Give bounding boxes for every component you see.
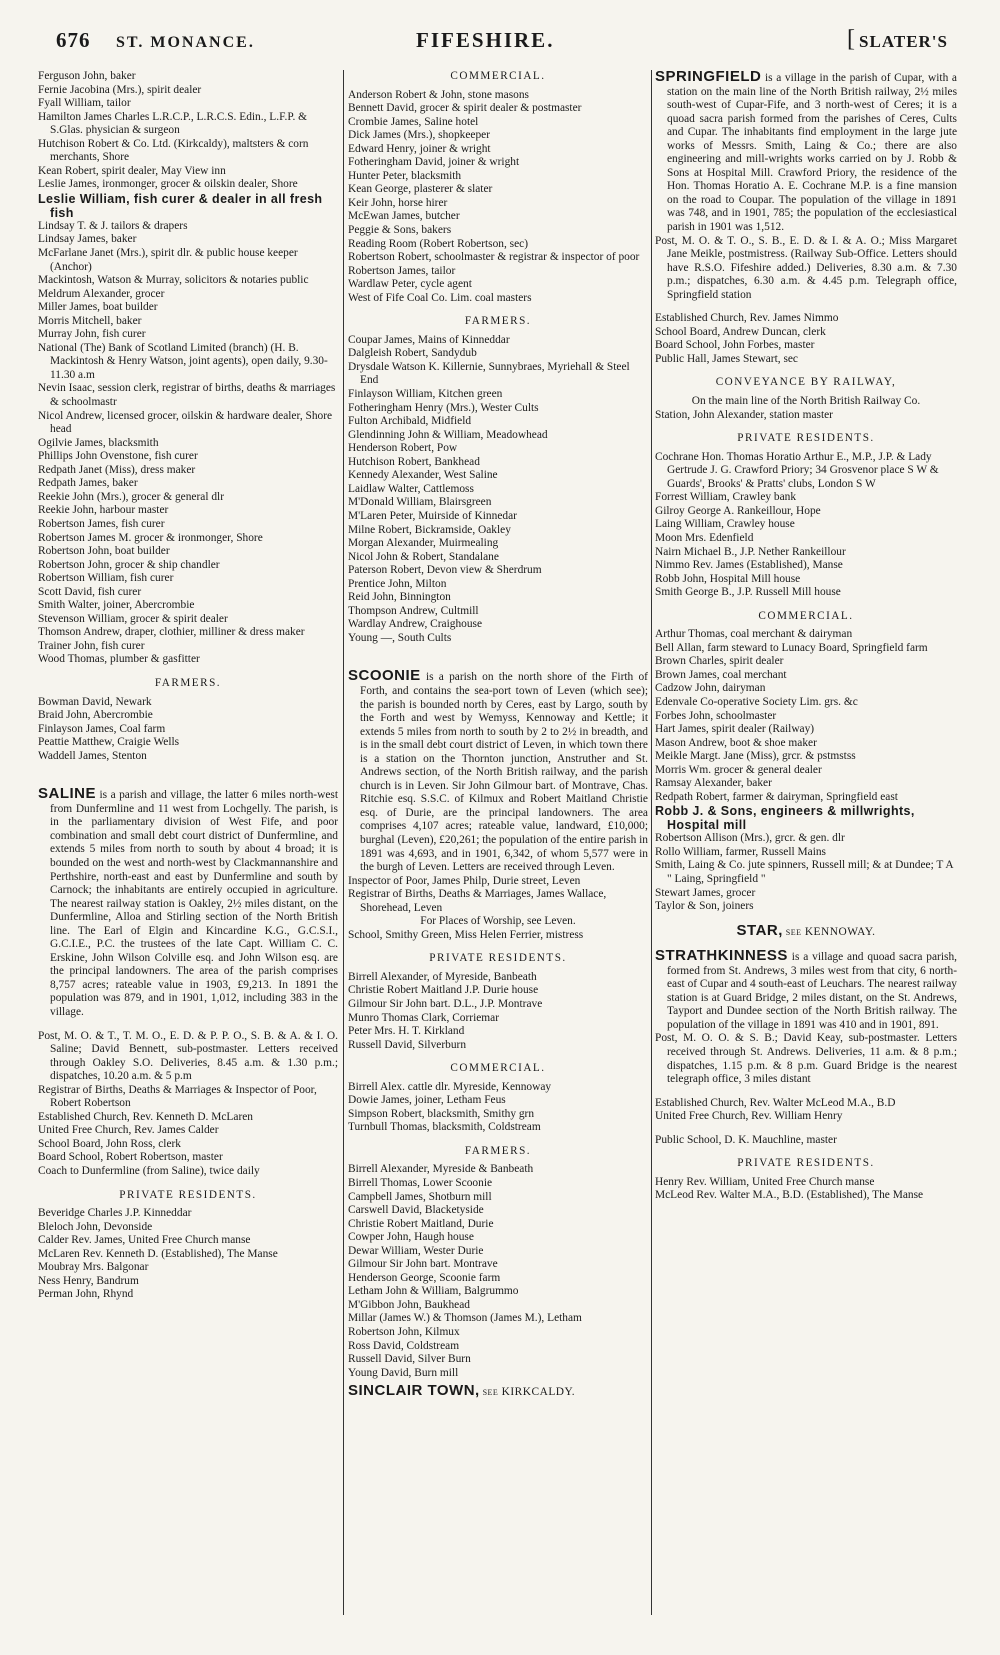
- place-heading-sinclair-town: SINCLAIR TOWN,: [348, 1382, 480, 1400]
- directory-entry: Young —, South Cults: [348, 631, 452, 644]
- directory-entry: Peggie & Sons, bakers: [348, 224, 452, 237]
- place-heading-saline: SALINE: [38, 785, 97, 803]
- directory-entry: Young David, Burn mill: [348, 1366, 459, 1379]
- directory-entry: Smith Walter, joiner, Abercrombie: [38, 599, 195, 612]
- directory-entry: Russell David, Silverburn: [348, 1038, 467, 1051]
- directory-entry: Robertson James, fish curer: [38, 517, 165, 530]
- scoonie-private-residents-list: [348, 971, 648, 1052]
- section-heading-farmers: FARMERS.: [154, 676, 222, 689]
- section-heading-farmers: FARMERS.: [464, 315, 532, 328]
- directory-entry: Gilmour Sir John bart. Montrave: [348, 1258, 498, 1271]
- saline-farmers-list: [348, 334, 648, 646]
- highlight-text: Leslie William, fish curer & dealer in all fresh fish: [38, 191, 323, 220]
- directory-entry: Fernie Jacobina (Mrs.), spirit dealer: [38, 83, 202, 96]
- column-2: [348, 70, 648, 1400]
- directory-entry: Simpson Robert, blacksmith, Smithy grn: [348, 1107, 535, 1120]
- highlight-entry-leslie: [38, 192, 338, 220]
- directory-entry: Established Church, Rev. Kenneth D. McLaren: [38, 1110, 253, 1123]
- directory-entry: Wardlaw Peter, cycle agent: [348, 278, 472, 291]
- directory-entry: Brown James, coal merchant: [655, 668, 787, 681]
- directory-entry: Stewart James, grocer: [655, 886, 756, 899]
- directory-entry: Meikle Margt. Jane (Miss), grcr. & pstmstss: [655, 750, 856, 763]
- springfield-commercial-list-continued: [655, 832, 957, 913]
- directory-entry: Dick James (Mrs.), shopkeeper: [348, 129, 491, 142]
- directory-entry: Mackintosh, Watson & Murray, solicitors & notaries public: [38, 274, 309, 287]
- directory-entry: Turnbull Thomas, blacksmith, Coldstream: [348, 1121, 541, 1134]
- directory-entry: Carswell David, Blacketyside: [348, 1204, 484, 1217]
- directory-entry: Inspector of Poor, James Philp, Durie street, Leven: [348, 874, 581, 887]
- directory-entry: Beveridge Charles J.P. Kinneddar: [38, 1207, 192, 1220]
- directory-entry: Coach to Dunfermline (from Saline), twice daily: [38, 1165, 260, 1178]
- directory-entry: Waddell James, Stenton: [38, 749, 147, 762]
- directory-entry: Board School, Robert Robertson, master: [38, 1151, 223, 1164]
- directory-entry: Kean George, plasterer & slater: [348, 183, 493, 196]
- directory-entry: Robertson James, tailor: [348, 264, 456, 277]
- publisher-name: [ SLATER'S: [859, 32, 948, 52]
- directory-entry: McEwan James, butcher: [348, 210, 460, 223]
- directory-entry: Reid John, Binnington: [348, 591, 451, 604]
- directory-entry: Redpath James, baker: [38, 477, 138, 490]
- directory-entry: Dowie James, joiner, Letham Feus: [348, 1094, 506, 1107]
- directory-entry: Dewar William, Wester Durie: [348, 1244, 484, 1257]
- directory-entry: Stevenson William, grocer & spirit dealer: [38, 612, 228, 625]
- directory-entry: McFarlane Janet (Mrs.), spirit dlr. & public house keeper (Anchor): [38, 247, 298, 273]
- directory-entry: Robertson William, fish curer: [38, 572, 174, 585]
- directory-entry: Bell Allan, farm steward to Lunacy Board, Springfield farm: [655, 641, 928, 654]
- directory-entry: Glendinning John & William, Meadowhead: [348, 428, 548, 441]
- directory-entry: M'Gibbon John, Baukhead: [348, 1298, 470, 1311]
- directory-entry: Bennett David, grocer & spirit dealer & postmaster: [348, 102, 582, 115]
- springfield-officials-list: [655, 312, 957, 366]
- directory-entry: United Free Church, Rev. James Calder: [38, 1124, 219, 1137]
- stmonance-commercial-list-continued: [38, 220, 338, 667]
- directory-entry: School Board, Andrew Duncan, clerk: [655, 325, 826, 338]
- directory-entry: Finlayson James, Coal farm: [38, 722, 166, 735]
- directory-entry: Ferguson John, baker: [38, 70, 136, 82]
- directory-entry: Milne Robert, Bickramside, Oakley: [348, 523, 511, 536]
- directory-entry: Nicol Andrew, licensed grocer, oilskin & hardware dealer, Shore head: [38, 409, 333, 436]
- directory-entry: Fulton Archibald, Midfield: [348, 415, 472, 428]
- directory-entry: Reekie John (Mrs.), grocer & general dlr: [38, 490, 224, 503]
- directory-entry: Ramsay Alexander, baker: [655, 777, 772, 790]
- scoonie-farmers-list: [348, 1163, 648, 1380]
- directory-entry: Lindsay James, baker: [38, 233, 137, 246]
- springfield-post-office: Post, M. O. & T. O., S. B., E. D. & I. & A. O.; Miss Margaret Jane Meikle, postmistress. (Railway Sub-Office. Letters should have R.S.O. Fifeshire added.) Deliveries, 8.30 a.m. & 7.30 p.m.; dispatches, 6.30 a.m. & 4.45 p.m. Telegraph office, Springfield station: [655, 234, 957, 301]
- directory-entry: Anderson Robert & John, stone masons: [348, 88, 529, 101]
- directory-entry: Coupar James, Mains of Kinneddar: [348, 333, 510, 346]
- directory-entry: Edenvale Co-operative Society Lim. grs. &c: [655, 695, 858, 708]
- scoonie-worship-note: For Places of Worship, see Leven.: [420, 915, 576, 928]
- stmonance-farmers-list: [38, 696, 338, 764]
- directory-entry: Robertson James M. grocer & ironmonger, Shore: [38, 531, 263, 544]
- directory-entry: Robertson John, grocer & ship chandler: [38, 558, 220, 571]
- directory-entry: Peattie Matthew, Craigie Wells: [38, 736, 180, 749]
- directory-entry: Keir John, horse hirer: [348, 196, 448, 209]
- directory-entry: Cowper John, Haugh house: [348, 1231, 474, 1244]
- directory-entry: M'Donald William, Blairsgreen: [348, 496, 492, 509]
- scoonie-officials-list: [348, 875, 648, 916]
- column-rule-1: [343, 70, 344, 1615]
- section-heading-private-residents: PRIVATE RESIDENTS.: [119, 1188, 257, 1201]
- directory-entry: School Board, John Ross, clerk: [38, 1137, 182, 1150]
- directory-entry: Taylor & Son, joiners: [655, 900, 754, 913]
- directory-entry: Robertson John, boat builder: [38, 545, 170, 558]
- place-heading-star: STAR,: [736, 921, 783, 939]
- saline-private-residents-list: [38, 1207, 338, 1302]
- directory-entry: Letham John & William, Balgrummo: [348, 1285, 519, 1298]
- directory-entry: Munro Thomas Clark, Corriemar: [348, 1011, 500, 1024]
- section-heading-private-residents: PRIVATE RESIDENTS.: [429, 952, 567, 965]
- directory-entry: Fotheringham David, joiner & wright: [348, 156, 520, 169]
- page-header: [56, 28, 948, 60]
- directory-entry: Crombie James, Saline hotel: [348, 115, 479, 128]
- directory-entry: Christie Robert Maitland J.P. Durie house: [348, 984, 539, 997]
- column-rule-2: [651, 70, 652, 1615]
- directory-entry: Wardlay Andrew, Craighouse: [348, 618, 483, 631]
- directory-entry: Murray John, fish curer: [38, 328, 146, 341]
- directory-entry: Arthur Thomas, coal merchant & dairyman: [655, 628, 853, 641]
- directory-entry: Kean Robert, spirit dealer, May View inn: [38, 164, 226, 177]
- directory-entry: Smith, Laing & Co. jute spinners, Russell mill; & at Dundee; T A " Laing, Springfield ": [655, 859, 953, 885]
- scoonie-commercial-list: [348, 1081, 648, 1135]
- directory-entry: Laidlaw Walter, Cattlemoss: [348, 482, 474, 495]
- directory-entry: Nimmo Rev. James (Established), Manse: [655, 559, 843, 572]
- directory-entry: Phillips John Ovenstone, fish curer: [38, 450, 198, 463]
- directory-entry: Leslie James, ironmonger, grocer & oilskin dealer, Shore: [38, 178, 298, 191]
- saline-text: is a parish and village, the latter 6 miles north-west from Dunfermline and 11 west from Lochgelly. The parish, is in the parliamentary division of West Fife, and poor combination and small debt court district of Dunfermline, and extends 5 miles from north to south by about 4 broad; it is bounded on the west and north-west by Clackmannanshire and Perthshire, north-east and east by Dunfermline and south by Carnock; the inhabitants are entirely occupied in agriculture. The nearest railway station is Oakley, 2½ miles distant, on the Dunfermline, Alloa and Stirling section of the North British line. The Earl of Elgin and Kincardine K.G., G.C.S.I., G.C.I.E., P.C. the trustees of the late Capt. William C. C. Erskine, John Wilson Colville esq. and John Wilson esq. are the principal landowners. The area of the parish comprises 8,757 acres; rateable value in 1903, £9,213. In 1891 the population was 879, and in 1901, 1,012, including 383 in the village.: [50, 789, 338, 1018]
- directory-entry: Smith George B., J.P. Russell Mill house: [655, 586, 841, 599]
- directory-entry: Thompson Andrew, Cultmill: [348, 604, 479, 617]
- directory-entry: Meldrum Alexander, grocer: [38, 287, 165, 300]
- directory-entry: Morris Wm. grocer & general dealer: [655, 763, 822, 776]
- column-3: [655, 70, 957, 1203]
- directory-entry: Robb John, Hospital Mill house: [655, 572, 801, 585]
- directory-entry: Thomson Andrew, draper, clothier, milliner & dress maker: [38, 626, 305, 639]
- directory-entry: Ogilvie James, blacksmith: [38, 436, 159, 449]
- directory-entry: Ness Henry, Bandrum: [38, 1274, 139, 1287]
- directory-entry: Moubray Mrs. Balgonar: [38, 1261, 149, 1274]
- directory-entry: Finlayson William, Kitchen green: [348, 388, 503, 401]
- directory-entry: Henry Rev. William, United Free Church manse: [655, 1175, 875, 1188]
- directory-entry: M'Laren Peter, Muirside of Kinnedar: [348, 509, 517, 522]
- directory-entry: Board School, John Forbes, master: [655, 339, 815, 352]
- directory-entry: Hutchison Robert & Co. Ltd. (Kirkcaldy), maltsters & corn merchants, Shore: [38, 137, 309, 164]
- saline-description: [38, 787, 338, 1019]
- springfield-description: [655, 70, 957, 235]
- directory-entry: Morris Mitchell, baker: [38, 314, 142, 327]
- directory-entry: Laing William, Crawley house: [655, 518, 795, 531]
- directory-entry: Registrar of Births, Deaths & Marriages, James Wallace, Shorehead, Leven: [348, 888, 607, 914]
- saline-commercial-list: [348, 89, 648, 306]
- directory-entry: Birrell Alexander, of Myreside, Banbeath: [348, 970, 537, 983]
- directory-entry: Registrar of Births, Deaths & Marriages & Inspector of Poor, Robert Robertson: [38, 1083, 317, 1110]
- directory-entry: Forbes John, schoolmaster: [655, 709, 777, 722]
- directory-entry: West of Fife Coal Co. Lim. coal masters: [348, 291, 532, 304]
- directory-entry: Hutchison Robert, Bankhead: [348, 455, 480, 468]
- running-county-title: FIFESHIRE.: [416, 28, 555, 52]
- place-heading-scoonie: SCOONIE: [348, 667, 421, 685]
- directory-entry: Birrell Alex. cattle dlr. Myreside, Kennoway: [348, 1080, 552, 1093]
- saline-officials-list: [38, 1084, 338, 1179]
- directory-entry: Henderson Robert, Pow: [348, 442, 458, 455]
- directory-entry: Birrell Thomas, Lower Scoonie: [348, 1177, 493, 1190]
- sinclair-town-reference: [348, 1384, 648, 1400]
- directory-entry: Lindsay T. & J. tailors & drapers: [38, 219, 188, 232]
- directory-entry: McLeod Rev. Walter M.A., B.D. (Established), The Manse: [655, 1189, 924, 1202]
- conveyance-station: Station, John Alexander, station master: [655, 408, 833, 421]
- highlight-text: Robb J. & Sons, engineers & millwrights, Hospital mill: [655, 804, 915, 833]
- directory-entry: Moon Mrs. Edenfield: [655, 531, 754, 544]
- springfield-commercial-list: [655, 628, 957, 804]
- strathkinness-text: is a village and quoad sacra parish, formed from St. Andrews, 3 miles west from that city, 6 north-east of Cupar and 4 south-east of Leuchars. The nearest railway station is at Guard Bridge, 2 miles distant, on the St. Andrews, Tayport and Dundee section of the North British railway. The population of the village in 1891 was 410 and in 1901, 891.: [667, 951, 957, 1031]
- scoonie-school: School, Smithy Green, Miss Helen Ferrier, mistress: [348, 928, 584, 941]
- directory-entry: Calder Rev. James, United Free Church manse: [38, 1234, 251, 1247]
- strathkinness-private-residents-list: [655, 1176, 957, 1203]
- directory-entry: Morgan Alexander, Muirmealing: [348, 537, 499, 550]
- directory-entry: Millar (James W.) & Thomson (James M.), Letham: [348, 1312, 582, 1325]
- directory-entry: Bowman David, Newark: [38, 695, 152, 708]
- directory-entry: Cochrane Hon. Thomas Horatio Arthur E., M.P., J.P. & Lady Gertrude J. G. Crawford Priory; 34 Grosvenor place S W & Guards', Brooks' & Pratts' clubs, London S W: [655, 450, 939, 490]
- directory-entry: Reading Room (Robert Robertson, sec): [348, 237, 529, 250]
- directory-entry: Robertson Allison (Mrs.), grcr. & gen. dlr: [655, 832, 845, 845]
- strathkinness-officials-list: [655, 1097, 957, 1124]
- section-heading-private-residents: PRIVATE RESIDENTS.: [737, 432, 875, 445]
- directory-entry: Established Church, Rev. James Nimmo: [655, 312, 839, 325]
- strathkinness-school: Public School, D. K. Mauchline, master: [655, 1133, 837, 1146]
- directory-entry: Brown Charles, spirit dealer: [655, 655, 784, 668]
- sinclair-see-reference: see KIRKCALDY.: [482, 1386, 576, 1399]
- directory-entry: Fotheringham Henry (Mrs.), Wester Cults: [348, 401, 539, 414]
- directory-entry: Redpath Janet (Miss), dress maker: [38, 463, 196, 476]
- section-heading-private-residents: PRIVATE RESIDENTS.: [737, 1157, 875, 1170]
- section-heading-conveyance: CONVEYANCE BY RAILWAY,: [715, 376, 897, 389]
- scoonie-description: [348, 669, 648, 874]
- directory-entry: Prentice John, Milton: [348, 577, 447, 590]
- directory-entry: Cadzow John, dairyman: [655, 682, 766, 695]
- directory-entry: Edward Henry, joiner & wright: [348, 142, 491, 155]
- star-see-reference: see KENNOWAY.: [785, 925, 876, 938]
- directory-entry: Birrell Alexander, Myreside & Banbeath: [348, 1163, 534, 1176]
- directory-entry: Nicol John & Robert, Standalane: [348, 550, 499, 563]
- directory-entry: Robertson Robert, schoolmaster & registrar & inspector of poor: [348, 251, 640, 264]
- directory-entry: Paterson Robert, Devon view & Sherdrum: [348, 564, 542, 577]
- directory-entry: Dalgleish Robert, Sandydub: [348, 347, 477, 360]
- directory-entry: Mason Andrew, boot & shoe maker: [655, 736, 817, 749]
- directory-entry: Established Church, Rev. Walter McLeod M.A., B.D: [655, 1096, 896, 1109]
- directory-entry: McLaren Rev. Kenneth D. (Established), The Manse: [38, 1247, 278, 1260]
- page-number: 676: [56, 28, 91, 52]
- place-heading-springfield: SPRINGFIELD: [655, 68, 762, 85]
- column-1: [38, 70, 338, 1302]
- directory-entry: Drysdale Watson K. Killernie, Sunnybraes, Myriehall & Steel End: [348, 360, 630, 387]
- directory-entry: Miller James, boat builder: [38, 301, 158, 314]
- directory-entry: Nevin Isaac, session clerk, registrar of births, deaths & marriages & schoolmastr: [38, 382, 336, 409]
- directory-entry: Gilroy George A. Rankeillour, Hope: [655, 504, 821, 517]
- directory-entry: Forrest William, Crawley bank: [655, 491, 797, 504]
- directory-entry: Redpath Robert, farmer & dairyman, Springfield east: [655, 790, 898, 803]
- directory-entry: Russell David, Silver Burn: [348, 1353, 471, 1366]
- section-heading-commercial: COMMERCIAL.: [758, 609, 854, 622]
- running-place-name: ST. MONANCE.: [116, 34, 255, 51]
- directory-entry: Fyall William, tailor: [38, 97, 131, 110]
- highlight-entry-robb: [655, 804, 957, 832]
- directory-entry: Public Hall, James Stewart, sec: [655, 352, 798, 365]
- directory-entry: Scott David, fish curer: [38, 585, 142, 598]
- saline-post-office: Post, M. O. & T., T. M. O., E. D. & P. P. O., S. B. & A. & I. O. Saline; David Bennett, sub-postmaster. Letters received through Oakley S.O. Deliveries, 8.45 a.m. & 1.30 p.m.; dispatches, 10.20 a.m. & 5 p.m: [38, 1029, 338, 1083]
- directory-entry: Hamilton James Charles L.R.C.P., L.R.C.S. Edin., L.F.P. & S.Glas. physician & surgeon: [38, 110, 307, 137]
- scoonie-text: is a parish on the north shore of the Firth of Forth, and contains the sea-port town of Leven (which see); the parish is bounded north by Ceres, east by Largo, south by the Forth and west by Wemyss, Kennoway and Kettle; it extends 5 miles from north to south by 2 to 2½ in breadth, and is in the small debt court district of Leven, in which town there is a station on the Thornton junction, Anstruther and St. Andrews section, of the North British railway, and the parish church is in Leven. Sir John Gilmour bart. of Montrave, Chas. Ritchie esq. S.S.C. of Kilmux and Robert Maitland Christie esq. of Durie, are the principal landowners. The area comprises 4,107 acres; rateable value, landward, £10,000; burghal (Leven), £20,261; the population of the entire parish in 1891 was 4,693, and in 1901, 6,342, of whom 5,577 were in the burgh of Leven. Letters are received through Leven.: [360, 671, 648, 874]
- directory-entry: National (The) Bank of Scotland Limited (branch) (H. B. Mackintosh & Henry Watson, joint agents), open daily, 9.30-11.30 a.m: [38, 341, 328, 381]
- conveyance-text: On the main line of the North British Railway Co.: [691, 395, 921, 408]
- directory-entry: Trainer John, fish curer: [38, 639, 145, 652]
- directory-entry: Hart James, spirit dealer (Railway): [655, 723, 815, 736]
- directory-entry: Christie Robert Maitland, Durie: [348, 1217, 494, 1230]
- springfield-private-residents-list: [655, 451, 957, 600]
- section-heading-farmers: FARMERS.: [464, 1144, 532, 1157]
- directory-entry: Bleloch John, Devonside: [38, 1220, 153, 1233]
- directory-entry: Perman John, Rhynd: [38, 1288, 134, 1301]
- star-reference: [655, 921, 957, 940]
- springfield-text: is a village in the parish of Cupar, with a station on the main line of the North British railway, 2½ miles south-west of Cupar-Fife, and 3 north-west of Ceres; it is a quoad sacra parish formed from the parishes of Ceres, Cults and Cupar. The inhabitants find employment in the large jute works of Messrs. Smith, Laing & Co.; there are also engineering and mill-wrights works carried on by J. Robb & Sons at Hospital Mill. Crawford Priory, the residence of the Hon. Thomas Horatio A. E. Cochrane M.P. is a fine mansion on the road to Coupar. The population of the village in 1891 was 748, and in 1901, 785; the population of the ecclesiastical parish in 1901 was 1,512.: [667, 72, 957, 234]
- place-heading-strathkinness: STRATHKINNESS: [655, 947, 788, 965]
- directory-entry: Gilmour Sir John bart. D.L., J.P. Montrave: [348, 998, 543, 1010]
- directory-entry: Braid John, Abercrombie: [38, 709, 153, 722]
- strathkinness-description: [655, 949, 957, 1032]
- directory-entry: Kennedy Alexander, West Saline: [348, 469, 498, 482]
- directory-entry: Hunter Peter, blacksmith: [348, 169, 462, 182]
- directory-entry: Rollo William, farmer, Russell Mains: [655, 845, 826, 858]
- directory-entry: Nairn Michael B., J.P. Nether Rankeillour: [655, 545, 846, 558]
- directory-entry: Wood Thomas, plumber & gasfitter: [38, 653, 200, 666]
- directory-entry: Ross David, Coldstream: [348, 1339, 460, 1352]
- stmonance-commercial-list: [38, 70, 338, 192]
- directory-entry: Robertson John, Kilmux: [348, 1326, 460, 1339]
- directory-entry: Henderson George, Scoonie farm: [348, 1271, 501, 1284]
- strathkinness-post-office: Post, M. O. O. & S. B.; David Keay, sub-postmaster. Letters received through St. Andrews. Deliveries, 11 a.m. & 8 p.m.; dispatches, 1.15 p.m. & 8 p.m. Guard Bridge is the nearest telegraph office, 3 miles distant: [655, 1032, 957, 1086]
- section-heading-commercial: COMMERCIAL.: [450, 1062, 546, 1075]
- directory-entry: United Free Church, Rev. William Henry: [655, 1110, 843, 1123]
- directory-entry: Reekie John, harbour master: [38, 504, 169, 517]
- section-heading-commercial: COMMERCIAL.: [450, 70, 546, 82]
- directory-entry: Campbell James, Shotburn mill: [348, 1190, 492, 1203]
- directory-entry: Peter Mrs. H. T. Kirkland: [348, 1025, 465, 1038]
